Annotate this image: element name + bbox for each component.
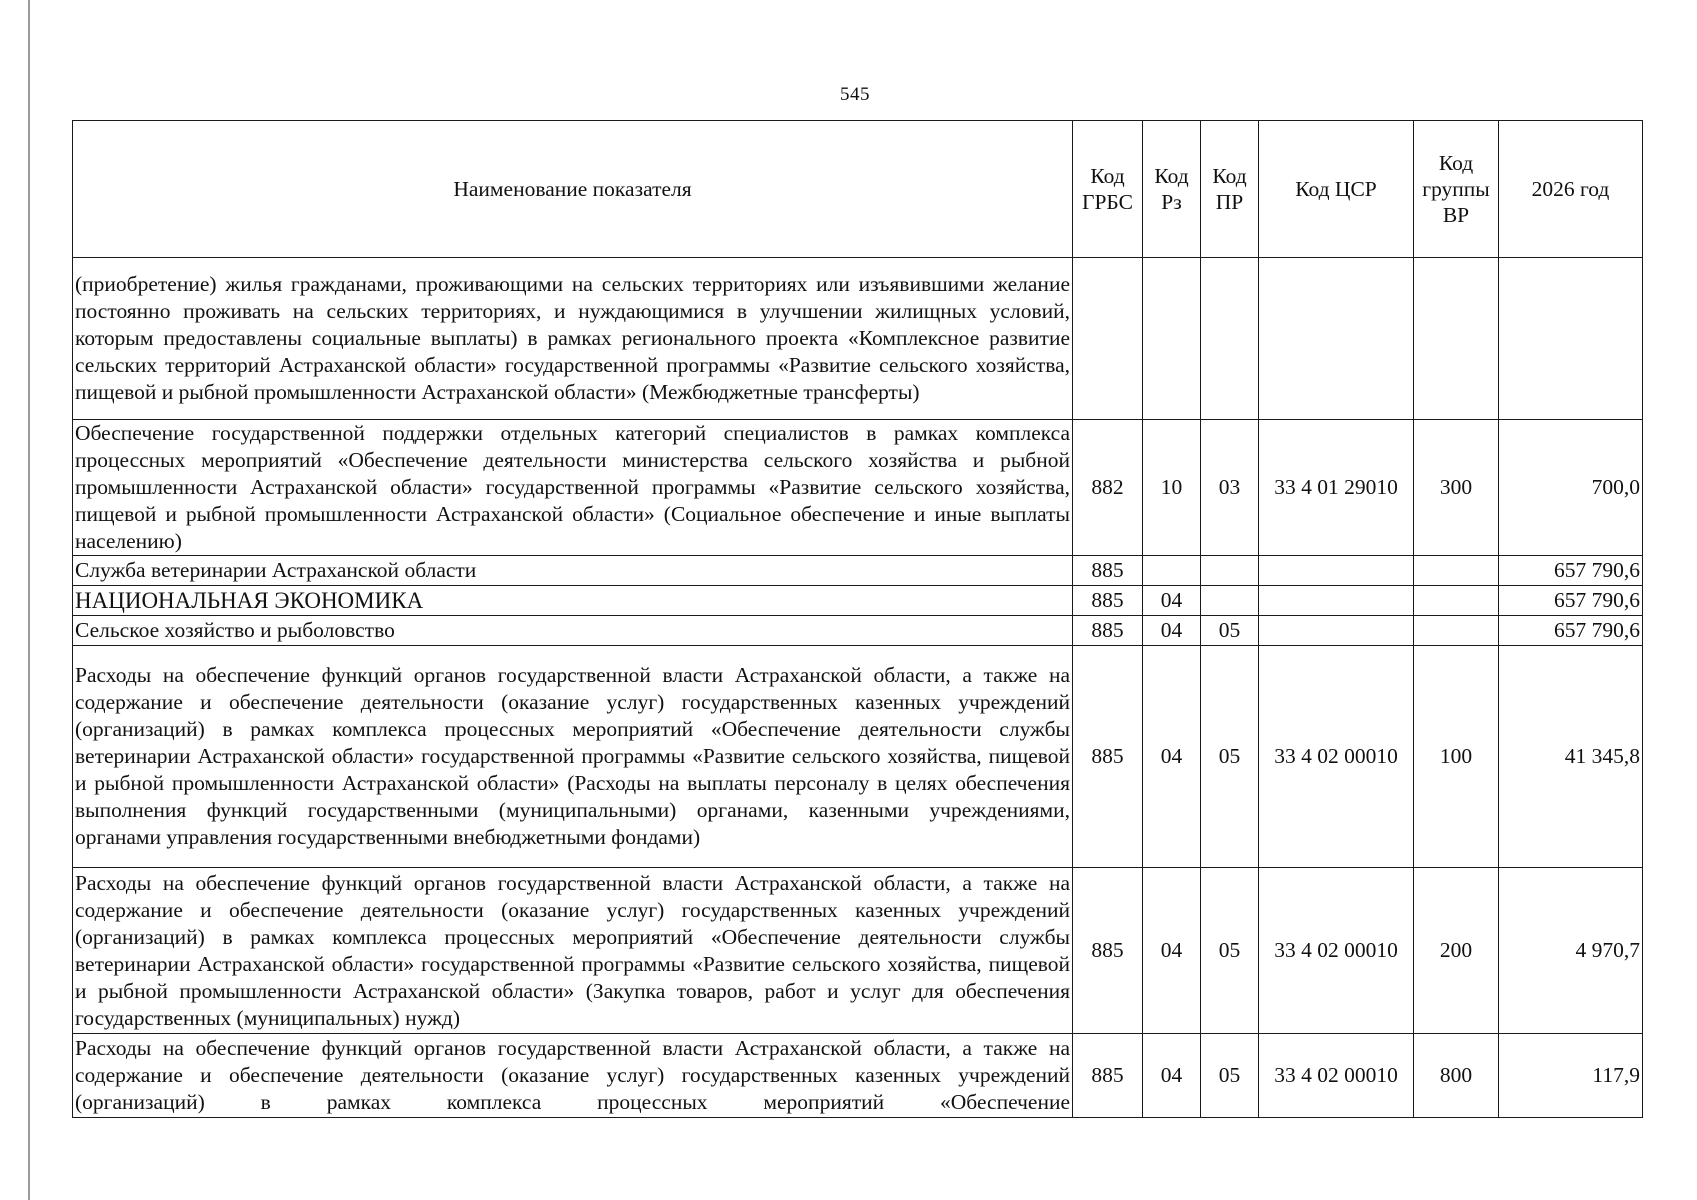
row-vr [1414, 258, 1499, 420]
row-rz: 04 [1143, 646, 1201, 868]
table-row [73, 420, 1643, 556]
table-body [73, 258, 1643, 1118]
row-name: Обеспечение государственной поддержки отдельных категорий специалистов в рамках комплекса процессных мероприятий «Обеспечение деятельности министерства сельского хозяйства и рыбной промышленности Астраханской области» государственной программы «Развитие сельского хозяйства, пищевой и рыбной промышленности Астраханской области» (Социальное обеспечение и иные выплаты населению) [73, 420, 1073, 556]
row-amount: 4 970,7 [1499, 868, 1643, 1034]
row-vr: 200 [1414, 868, 1499, 1034]
row-vr [1414, 556, 1499, 586]
row-rz: 04 [1143, 586, 1201, 616]
header-rz: Код Рз [1143, 121, 1201, 258]
row-name: Служба ветеринарии Астраханской области [73, 556, 1073, 586]
table-row [73, 258, 1643, 420]
row-vr: 100 [1414, 646, 1499, 868]
table-row [73, 868, 1643, 1034]
table-row [73, 616, 1643, 646]
row-pr [1201, 258, 1259, 420]
row-rz: 04 [1143, 1034, 1201, 1118]
budget-table [72, 120, 1643, 1118]
row-name: Расходы на обеспечение функций органов государственной власти Астраханской области, а также на содержание и обеспечение деятельности (оказание услуг) государственных казенных учреждений (организаций) в рамках комплекса процессных мероприятий «Обеспечение [73, 1034, 1073, 1118]
row-rz [1143, 258, 1201, 420]
row-grbs: 882 [1073, 420, 1143, 556]
row-vr: 800 [1414, 1034, 1499, 1118]
row-pr [1201, 556, 1259, 586]
row-rz [1143, 556, 1201, 586]
row-amount: 117,9 [1499, 1034, 1643, 1118]
header-grbs: Код ГРБС [1073, 121, 1143, 258]
row-amount: 41 345,8 [1499, 646, 1643, 868]
page-edge-rule [28, 0, 30, 1200]
page-number: 545 [840, 84, 870, 105]
row-csr: 33 4 02 00010 [1259, 646, 1414, 868]
row-rz: 10 [1143, 420, 1201, 556]
row-pr [1201, 586, 1259, 616]
row-name: Расходы на обеспечение функций органов государственной власти Астраханской области, а также на содержание и обеспечение деятельности (оказание услуг) государственных казенных учреждений (организаций) в рамках комплекса процессных мероприятий «Обеспечение деятельности службы ветеринарии Астраханской области» государственной программы «Развитие сельского хозяйства, пищевой и рыбной промышленности Астраханской области» (Закупка товаров, работ и услуг для обеспечения государственных (муниципальных) нужд) [73, 868, 1073, 1034]
row-csr [1259, 586, 1414, 616]
table-row [73, 1034, 1643, 1118]
header-vr: Код группы ВР [1414, 121, 1499, 258]
row-rz: 04 [1143, 616, 1201, 646]
row-name: НАЦИОНАЛЬНАЯ ЭКОНОМИКА [73, 586, 1073, 616]
table-row [73, 646, 1643, 868]
row-grbs: 885 [1073, 646, 1143, 868]
row-grbs: 885 [1073, 1034, 1143, 1118]
row-grbs: 885 [1073, 616, 1143, 646]
row-csr: 33 4 02 00010 [1259, 1034, 1414, 1118]
row-amount [1499, 258, 1643, 420]
row-amount: 700,0 [1499, 420, 1643, 556]
row-grbs: 885 [1073, 868, 1143, 1034]
header-pr: Код ПР [1201, 121, 1259, 258]
row-csr [1259, 258, 1414, 420]
row-amount: 657 790,6 [1499, 556, 1643, 586]
row-name: Расходы на обеспечение функций органов государственной власти Астраханской области, а также на содержание и обеспечение деятельности (оказание услуг) государственных казенных учреждений (организаций) в рамках комплекса процессных мероприятий «Обеспечение деятельности службы ветеринарии Астраханской области» государственной программы «Развитие сельского хозяйства, пищевой и рыбной промышленности Астраханской области» (Расходы на выплаты персоналу в целях обеспечения выполнения функций государственными (муниципальными) органами, казенными учреждениями, органами управления государственными внебюджетными фондами) [73, 646, 1073, 868]
header-csr: Код ЦСР [1259, 121, 1414, 258]
table-row [73, 586, 1643, 616]
row-grbs [1073, 258, 1143, 420]
row-vr: 300 [1414, 420, 1499, 556]
row-csr: 33 4 02 00010 [1259, 868, 1414, 1034]
row-csr [1259, 616, 1414, 646]
row-amount: 657 790,6 [1499, 586, 1643, 616]
row-grbs: 885 [1073, 556, 1143, 586]
row-pr: 05 [1201, 868, 1259, 1034]
row-csr: 33 4 01 29010 [1259, 420, 1414, 556]
row-amount: 657 790,6 [1499, 616, 1643, 646]
row-rz: 04 [1143, 868, 1201, 1034]
row-pr: 05 [1201, 646, 1259, 868]
table-header [73, 121, 1643, 258]
row-vr [1414, 616, 1499, 646]
header-name: Наименование показателя [73, 121, 1073, 258]
header-year: 2026 год [1499, 121, 1643, 258]
row-vr [1414, 586, 1499, 616]
row-pr: 05 [1201, 616, 1259, 646]
row-name: (приобретение) жилья гражданами, проживающими на сельских территориях или изъявившими желание постоянно проживать на сельских территориях, и нуждающимися в улучшении жилищных условий, которым предоставлены социальные выплаты) в рамках регионального проекта «Комплексное развитие сельских территорий Астраханской области» государственной программы «Развитие сельского хозяйства, пищевой и рыбной промышленности Астраханской области» (Межбюджетные трансферты) [73, 258, 1073, 420]
row-name: Сельское хозяйство и рыболовство [73, 616, 1073, 646]
table-row [73, 556, 1643, 586]
row-csr [1259, 556, 1414, 586]
row-pr: 05 [1201, 1034, 1259, 1118]
row-pr: 03 [1201, 420, 1259, 556]
row-grbs: 885 [1073, 586, 1143, 616]
